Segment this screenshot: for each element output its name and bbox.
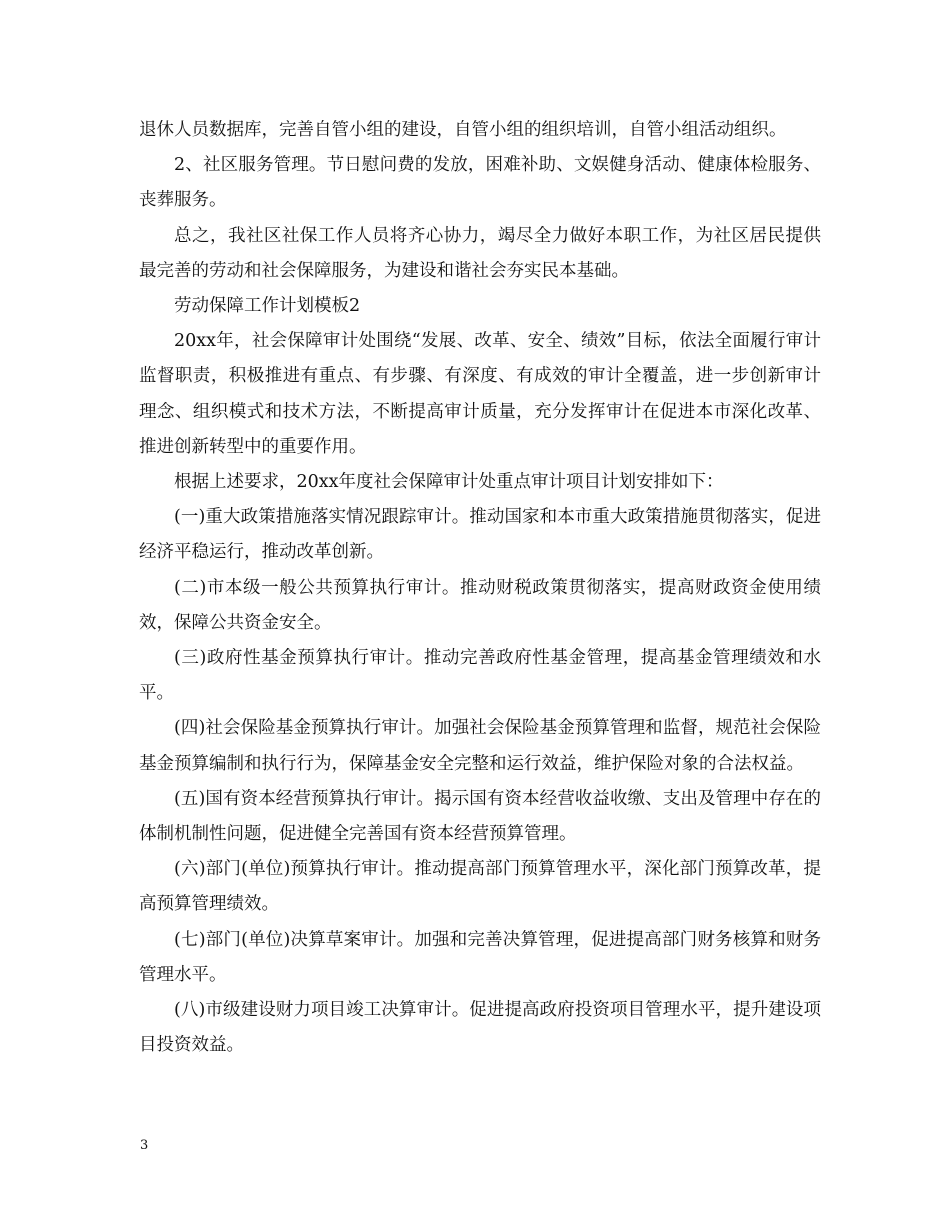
paragraph: 2、社区服务管理。节日慰问费的发放，困难补助、文娱健身活动、健康体检服务、丧葬服务。 <box>139 155 821 211</box>
list-item: (五)国有资本经营预算执行审计。揭示国有资本经营收益收缴、支出及管理中存在的体制机制性问题，促进健全完善国有资本经营预算管理。 <box>139 788 821 845</box>
list-item: (三)政府性基金预算执行审计。推动完善政府性基金管理，提高基金管理绩效和水平。 <box>139 648 821 704</box>
list-item: (二)市本级一般公共预算执行审计。推动财税政策贯彻落实，提高财政资金使用绩效，保障公共资金安全。 <box>139 577 821 633</box>
list-item: (七)部门(单位)决算草案审计。加强和完善决算管理，促进提高部门财务核算和财务管理水平。 <box>139 929 821 985</box>
list-item: (八)市级建设财力项目竣工决算审计。促进提高政府投资项目管理水平，提升建设项目投资效益。 <box>139 1000 821 1056</box>
page-number: 3 <box>140 1138 149 1153</box>
paragraph: 根据上述要求，20xx年度社会保障审计处重点审计项目计划安排如下： <box>174 472 724 493</box>
paragraph: 总之，我社区社保工作人员将齐心协力，竭尽全力做好本职工作，为社区居民提供最完善的劳动和社会保障服务，为建设和谐社会夯实民本基础。 <box>139 225 821 281</box>
list-item: (一)重大政策措施落实情况跟踪审计。推动国家和本市重大政策措施贯彻落实，促进经济平稳运行，推动改革创新。 <box>139 507 821 563</box>
section-heading: 劳动保障工作计划模板2 <box>174 296 361 317</box>
paragraph: 20xx年，社会保障审计处围绕“发展、改革、安全、绩效”目标，依法全面履行审计监督职责，积极推进有重点、有步骤、有深度、有成效的审计全覆盖，进一步创新审计理念、组织模式和技术方法，不断提高审计质量，充分发挥审计在促进本市深化改革、推进创新转型中的重要作用。 <box>139 331 821 457</box>
list-item: (六)部门(单位)预算执行审计。推动提高部门预算管理水平，深化部门预算改革，提高预算管理绩效。 <box>139 859 821 915</box>
paragraph: 退休人员数据库，完善自管小组的建设，自管小组的组织培训，自管小组活动组织。 <box>139 120 787 140</box>
list-item: (四)社会保险基金预算执行审计。加强社会保险基金预算管理和监督，规范社会保险基金预算编制和执行行为，保障基金安全完整和运行效益，维护保险对象的合法权益。 <box>139 718 821 774</box>
document-body <box>139 113 821 1063</box>
